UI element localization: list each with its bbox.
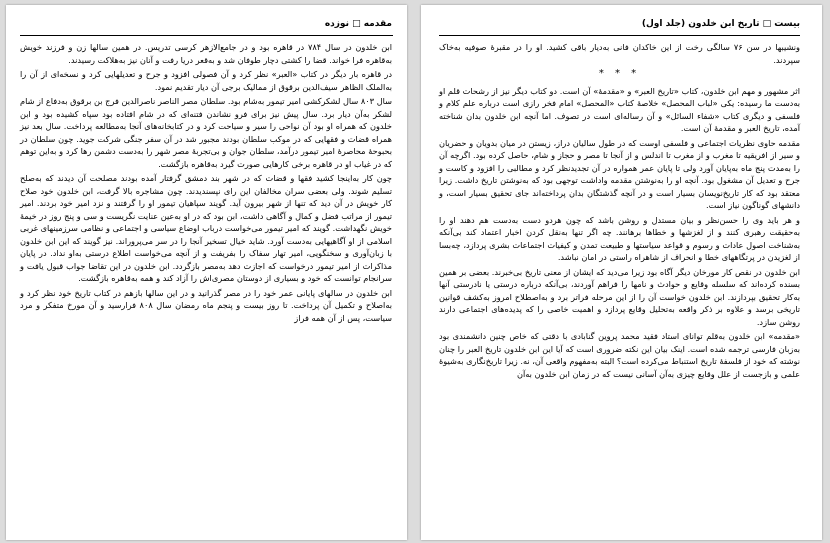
header-rule [20,35,393,36]
page-body [20,41,392,326]
paragraph: چون کار به‌اینجا کشید فقها و قضات که در شهر بند دمشق گرفتار آمده بودند مصلحت آن دیدند که به‌صلح تسلیم شوند. ولی بعضی سران مخالفان این رای نپسندیدند. چون مشاجره بالا گرفت، ابن خلدون خود صلاح کار خویش در آن دید که تنها از شهر بیرون آید. گویند سپاهیان تیمور او را گرفتند و نزد امیر خود بردند. امیر تیمور از مراتب فضل و کمال و آگاهی داشت، ابن بود که در او به‌عین عنایت نگریست و سی و پنج روز در خیمهٔ خویش نگهداشت. گویند که امیر تیمور می‌خواست درباب اوضاع سیاسی و اجتماعی و نظامی سرزمینهای غربی اسلامی از او آگاهیهایی به‌دست آورد. شاید خیال تسخیر آنجا را در سر می‌پروراند. نیز گویند که این ابن خلدون با زبان‌آوری و سخنگویی، امیر تهار سفاک را بفریفت و از آنچه می‌خواست اطلاع درستی به‌او نداد. در پایان مذاکرات از امیر تیمور درخواست که اجازت دهد به‌مصر بازگردد. ابن خلدون در این تقاضا جواب قبول یافت و سرانجام توانست که خود و بسیاری از دوستان مصری‌اش را آزاد کند و همه به‌قاهره بازگشت. [20,173,392,283]
paragraph: ابن خلدون در سال ۷۸۴ در قاهره بود و در جامع‌الازهر کرسی تدریس. در همین سالها زن و فرزند خویش به‌قاهره فرا خواند. قضا را کشتی دچار طوفان شد و به‌قعر دریا رفت و آنان نیز به‌هلاکت رسیدند. [20,42,392,65]
paragraph: در قاهره بار دیگر در کتاب «العبر» نظر کرد و آن فصولی افزود و جرح و تعدیلهایی کرد و نسخه‌ای از آن را به‌الملک الظاهر سیف‌الدین برقوق از ممالیک برجی آن دیار تقدیم نمود. [20,69,392,92]
paragraph: اثر مشهور و مهم ابن خلدون، کتاب «تاریخ العبر» و «مقدمهٔ» آن است. دو کتاب دیگر نیز از رشحات قلم او به‌دست ما رسیده: یکی «لباب المحصل» خلاصهٔ کتاب «المحصل» امام فخر رازی است درباره علم کلام و فلسفی و دیگری کتاب «شفاء السائل» و آن رساله‌ای است در تصوف. اما آنچه ابن خلدون بدان شناخته آمده، تاریخ العبر و مقدمهٔ آن است. [439,85,800,133]
page-header: مقدمه □ نوزده [324,19,392,29]
page-body [439,41,800,382]
page-header: بیست □ تاریخ ابن خلدون (جلد اول) [641,19,800,29]
paragraph: مقدمه حاوی نظریات اجتماعی و فلسفی اوست که در طول سالیان دراز، زیستن در میان بدویان و حضریان و سیر از افریقیه تا مغرب و از مغرب تا اندلس و از آنجا تا مصر و حجاز و شام، حاصل کرده بود. اگرچه آن را به‌مدت پنج ماه به‌پایان آورد ولی تا پایان عمر همواره در آن تجدیدنظر کرد و مطالبی را افزود و کاست و جرح و تعدیل آن مشغول بود. آنچه او را به‌نوشتن مقدمه واداشت توجهی بود که به‌نوشتن تاریخ داشت. زیرا معتقد بود که کار تاریخ‌نویسان بسیار است و در آنچه گذشتگان بدان پرداخته‌اند جای تحقیق بسیار است، و دانشهای گوناگون نیاز است. [439,137,800,210]
left-page [6,5,407,540]
paragraph: ابن خلدون در نقص کار مورخان دیگر آگاه بود زیرا می‌دید که ایشان از معنی تاریخ بی‌خبرند. بعضی ‌بر همین بسنده کرده‌اند که سلسله وقایع و حوادث و نامها را فراهم آوردند، بی‌آنکه درباره درستی یا نادرستی آنها به‌کار تحقیق بپردازند. ابن خلدون خواست آن را از این مرحله فراتر برد و به‌اصطلاح امروز به‌کشف قوانین تاریخی برسد و علاوه بر ذکر واقعه به‌تحلیل وقایع پردازد و اهمیت خاصی را که پدیده‌های اجتماعی دارند روشن سازد. [439,266,800,327]
right-page [421,5,822,540]
header-rule [439,35,800,36]
paragraph: ونشیبها در سن ۷۶ سالگی رخت از این خاکدان فانی به‌دیار باقی کشید. او را در مقبرهٔ صوفیه به‌خاک سپردند. [439,42,801,65]
section-separator: * * * [598,68,641,79]
paragraph: ابن خلدون در سالهای پایانی عمر خود را در مصر گذرانید و در این سالها بازهم در کتاب تاریخ خود نظر کرد و به‌اصلاح و تکمیل آن پرداخت. تا روز بیست و پنجم ماه رمضان سال ۸۰۸ فرارسید و آن مورخ متفکر و مرد سیاست، پس از آن همه فراز [20,287,392,323]
paragraph: سال ۸۰۳ سال لشکرکشی امیر تیمور به‌شام بود. سلطان مصر الناصر ناصرالدین فرج بن برقوق به‌دفاع از شام لشکر به‌آن دیار برد. سال پیش نیز برای فرو نشاندن فتنه‌ای که در شام افتاده بود سپاه کشیده بود و ابن خلدون که همراه او بود آن نواحی را سیر و سیاحت کرد و در کتابخانه‌های آنجا به‌مطالعه پرداخت. سال بعد نیز همراه قضات و فقهایی که در موکب سلطان بودند مجبور شد در آن سفر جنگی شرکت جوید. چون سلطان در بحبوحهٔ محاصرهٔ امیر تیمور درآمد، سلطان جوان و بی‌تجربهٔ مصر شهر را به‌دست دشمن رها کرد و به‌این توهم که در غیاب او در قاهره برخی کارهایی صورت گیرد به‌قاهره بازگشت. [20,96,393,169]
paragraph: و هر باید وی را حسن‌نظر و بیان مستدل و روشن باشد که چون هردو دست به‌دست هم دهند او را به‌حقیقت رهبری کنند و از لغزشها و خطاها برهانند. چه اگر تنها به‌نقل کردن اخبار اعتماد کند بی‌آنکه به‌شناخت اصول عادات و رسوم و قواعد سیاستها و طبیعت تمدن و کیفیات اجتماعات بشری پردازد، چه‌بسا از لغزیدن در پرتگاههای خطا و انحراف از شاهراه راستی در امان نباشد. [439,214,800,262]
paragraph: «مقدمه» ابن خلدون به‌قلم توانای استاد فقید محمد پروین گنابادی با دقتی که خاص چنین دانشمندی بود به‌زبان فارسی ترجمه شده است. اینک بیان این نکته ضروری است که آیا این ابن خلدون تاریخ العبر را چنان نوشته که خود از فلسفهٔ تاریخ استنباط می‌کرده است؟ البته به‌مفهوم واقعی آن، نه. زیرا تاریخ‌نگاری به‌شیوهٔ علمی و بازجست از علل وقایع چیزی به‌آن آسانی نیست که در زمان ابن خلدون به‌آن [439,331,800,379]
